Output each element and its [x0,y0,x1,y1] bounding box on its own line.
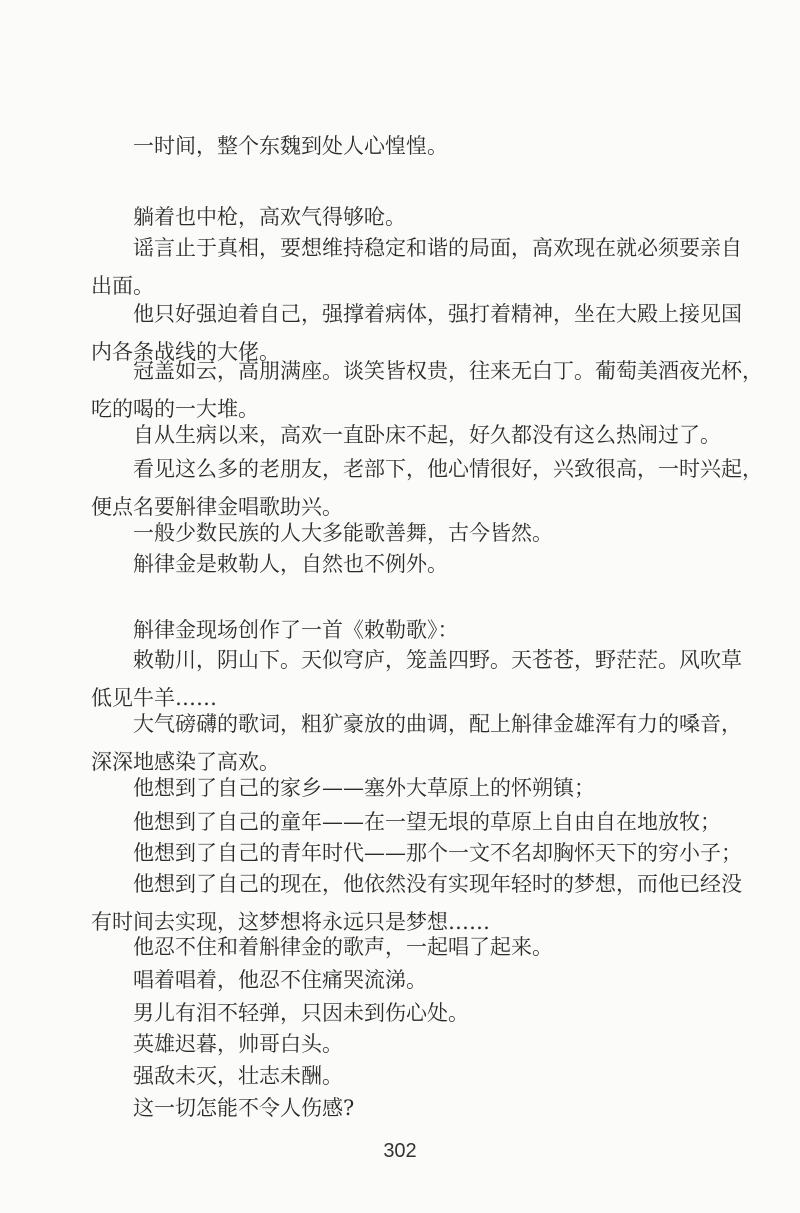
text-line: 有时间去实现，这梦想将永远只是梦想…… [91,910,490,934]
paragraph [91,229,742,305]
text-line: 吃的喝的一大堆。 [91,397,259,421]
paragraph [91,545,737,583]
text-line: 他想到了自己的现在，他依然没有实现年轻时的梦想，而他已经没 [133,872,742,896]
text-line: 一般少数民族的人大多能歌善舞，古今皆然。 [133,521,553,545]
text-line: 唱着唱着，他忍不住痛哭流涕。 [133,968,427,992]
text-line: 冠盖如云，高朋满座。谈笑皆权贵，往来无白丁。葡萄美酒夜光杯， [133,359,763,383]
text-line: 斛律金现场创作了一首《敕勒歌》： [133,618,459,642]
text-line: 敕勒川，阴山下。天似穹庐，笼盖四野。天苍苍，野茫茫。风吹草 [133,648,742,672]
text-line: 强敌未灭，壮志未酬。 [133,1064,343,1088]
paragraph [91,1089,737,1127]
text-line: 他忍不住和着斛律金的歌声，一起唱了起来。 [133,935,553,959]
text-line: 英雄迟暮，帅哥白头。 [133,1032,343,1056]
page-number: 302 [383,1140,417,1162]
text-line: 自从生病以来，高欢一直卧床不起，好久都没有这么热闹过了。 [133,423,721,447]
text-line: 男儿有泪不轻弹，只因未到伤心处。 [133,1001,469,1025]
text-line: 斛律金是敕勒人，自然也不例外。 [133,552,448,576]
text-line: 躺着也中枪，高欢气得够呛。 [133,205,406,229]
text-line: 便点名要斛律金唱歌助兴。 [91,495,343,519]
text-line: 他只好强迫着自己，强撑着病体，强打着精神，坐在大殿上接见国 [133,302,742,326]
text-line: 出面。 [91,274,154,298]
text-line: 大气磅礴的歌词，粗犷豪放的曲调，配上斛律金雄浑有力的嗓音， [133,712,742,736]
text-line: 谣言止于真相，要想维持稳定和谐的局面，高欢现在就必须要亲自 [133,236,742,260]
text-line: 看见这么多的老朋友，老部下，他心情很好，兴致很高，一时兴起， [133,457,763,481]
text-line: 这一切怎能不令人伤感? [133,1096,355,1120]
text-line: 内各条战线的大佬。 [91,340,280,364]
paragraph [91,416,737,454]
text-line: 他想到了自己的家乡——塞外大草原上的怀朔镇； [133,776,595,800]
text-line: 一时间，整个东魏到处人心惶惶。 [133,134,448,158]
paragraph [91,769,737,807]
text-line: 低见牛羊…… [91,686,217,710]
paragraph [91,127,737,165]
text-line: 他想到了自己的童年——在一望无垠的草原上自由自在地放牧； [133,810,721,834]
text-line: 深深地感染了高欢。 [91,750,280,774]
text-line: 他想到了自己的青年时代——那个一文不名却胸怀天下的穷小子； [133,841,742,865]
